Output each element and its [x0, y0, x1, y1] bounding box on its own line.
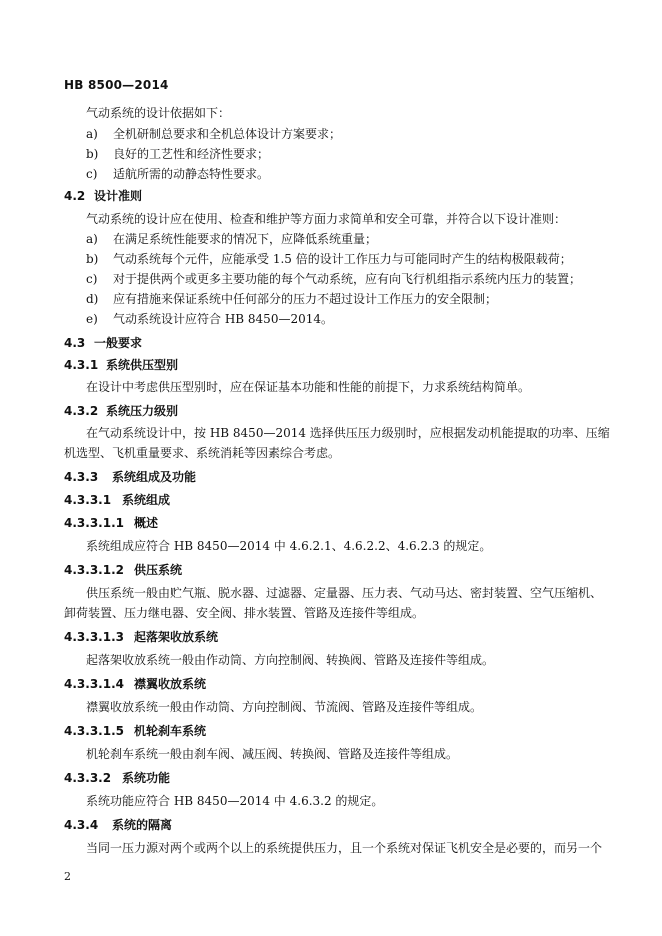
paragraph: 在设计中考虑供压型别时，应在保证基本功能和性能的前提下，力求系统结构简单。 — [86, 380, 531, 394]
section-number: 4.3.1 — [64, 358, 99, 372]
section-title: 系统组成 — [122, 493, 171, 507]
standard-code-header: HB 8500—2014 — [64, 78, 169, 92]
paragraph: 系统功能应符合 HB 8450—2014 中 4.6.3.2 的规定。 — [86, 794, 384, 808]
paragraph-continuation: 卸荷装置、压力继电器、安全阀、排水装置、管路及连接件等组成。 — [64, 606, 425, 620]
list-marker: c) — [86, 272, 98, 286]
section-title: 一般要求 — [94, 336, 143, 350]
section-number: 4.3.2 — [64, 404, 99, 418]
list-text: 对于提供两个或更多主要功能的每个气动系统，应有向飞行机组指示系统内压力的装置； — [113, 272, 582, 286]
list-marker: c) — [86, 167, 98, 181]
section-title: 起落架收放系统 — [134, 630, 219, 644]
list-item — [86, 251, 572, 267]
list-item — [86, 126, 341, 142]
list-marker: e) — [86, 312, 98, 326]
section-number: 4.3.3.1.3 — [64, 630, 124, 644]
section-heading-4-3-3-1-2 — [64, 562, 182, 578]
list-marker: b) — [86, 252, 99, 266]
list-item — [86, 166, 269, 182]
section-heading-4-3-3-1-4 — [64, 676, 206, 692]
list-item — [86, 146, 269, 162]
section-title: 襟翼收放系统 — [134, 677, 207, 691]
section-title: 供压系统 — [134, 563, 183, 577]
list-item — [86, 271, 581, 287]
list-text: 在满足系统性能要求的情况下，应降低系统重量； — [113, 232, 378, 246]
paragraph: 襟翼收放系统一般由作动筒、方向控制阀、节流阀、管路及连接件等组成。 — [86, 700, 483, 714]
paragraph-continuation: 机选型、飞机重量要求、系统消耗等因素综合考虑。 — [64, 446, 341, 460]
section-title: 系统的隔离 — [112, 818, 173, 832]
list-text: 良好的工艺性和经济性要求； — [113, 147, 270, 161]
list-item — [86, 231, 377, 247]
section-number: 4.3.3.1.2 — [64, 563, 124, 577]
section-title: 设计准则 — [94, 189, 143, 203]
section-number: 4.3.3.1.5 — [64, 724, 124, 738]
list-marker: a) — [86, 232, 98, 246]
list-text: 气动系统设计应符合 HB 8450—2014。 — [113, 312, 333, 326]
paragraph: 系统组成应符合 HB 8450—2014 中 4.6.2.1、4.6.2.2、4.6.2.3 的规定。 — [86, 539, 492, 553]
paragraph: 在气动系统设计中，按 HB 8450—2014 选择供压压力级别时，应根据发动机能提取的功率、压缩 — [86, 426, 610, 440]
section-number: 4.3.3.2 — [64, 771, 112, 785]
list-text: 应有措施来保证系统中任何部分的压力不超过设计工作压力的安全限制； — [113, 292, 498, 306]
section-title: 系统供压型别 — [106, 358, 179, 372]
section-heading-4-3-3-1 — [64, 492, 170, 508]
section-heading-4-3-1 — [64, 357, 178, 373]
list-marker: a) — [86, 127, 98, 141]
section-number: 4.3.3.1 — [64, 493, 112, 507]
section-heading-4-3-3-2 — [64, 770, 170, 786]
section-heading-4-2 — [64, 188, 142, 204]
section-title: 系统功能 — [122, 771, 171, 785]
list-marker: d) — [86, 292, 99, 306]
section-title: 机轮刹车系统 — [134, 724, 207, 738]
section-heading-4-3-3-1-1 — [64, 515, 158, 531]
section-heading-4-3-2 — [64, 403, 178, 419]
section-number: 4.2 — [64, 189, 86, 203]
paragraph: 供压系统一般由贮气瓶、脱水器、过滤器、定量器、压力表、气动马达、密封装置、空气压缩机、 — [86, 586, 603, 600]
section-heading-4-3-3-1-5 — [64, 723, 206, 739]
list-item — [86, 291, 497, 307]
section-number: 4.3.4 — [64, 818, 99, 832]
section-title: 概述 — [134, 516, 159, 530]
section-number: 4.3.3.1.1 — [64, 516, 124, 530]
section-heading-4-3-3 — [64, 469, 196, 485]
intro-lead: 气动系统的设计依据如下： — [86, 106, 231, 120]
list-text: 全机研制总要求和全机总体设计方案要求； — [113, 127, 342, 141]
section-title: 系统组成及功能 — [112, 470, 197, 484]
list-marker: b) — [86, 147, 99, 161]
paragraph: 当同一压力源对两个或两个以上的系统提供压力，且一个系统对保证飞机安全是必要的，而另一个 — [86, 841, 603, 855]
section-heading-4-3 — [64, 335, 142, 351]
section-heading-4-3-4 — [64, 817, 172, 833]
list-text: 适航所需的动静态特性要求。 — [113, 167, 270, 181]
section-number: 4.3.3.1.4 — [64, 677, 124, 691]
section-heading-4-3-3-1-3 — [64, 629, 218, 645]
page-number: 2 — [64, 870, 71, 883]
section-title: 系统压力级别 — [106, 404, 179, 418]
section-number: 4.3 — [64, 336, 86, 350]
paragraph: 机轮刹车系统一般由刹车阀、减压阀、转换阀、管路及连接件等组成。 — [86, 747, 459, 761]
paragraph: 起落架收放系统一般由作动筒、方向控制阀、转换阀、管路及连接件等组成。 — [86, 653, 495, 667]
paragraph: 气动系统的设计应在使用、检查和维护等方面力求简单和安全可靠，并符合以下设计准则： — [86, 212, 567, 226]
section-number: 4.3.3 — [64, 470, 99, 484]
list-item — [86, 311, 333, 327]
list-text: 气动系统每个元件，应能承受 1.5 倍的设计工作压力与可能同时产生的结构极限载荷； — [113, 252, 572, 266]
